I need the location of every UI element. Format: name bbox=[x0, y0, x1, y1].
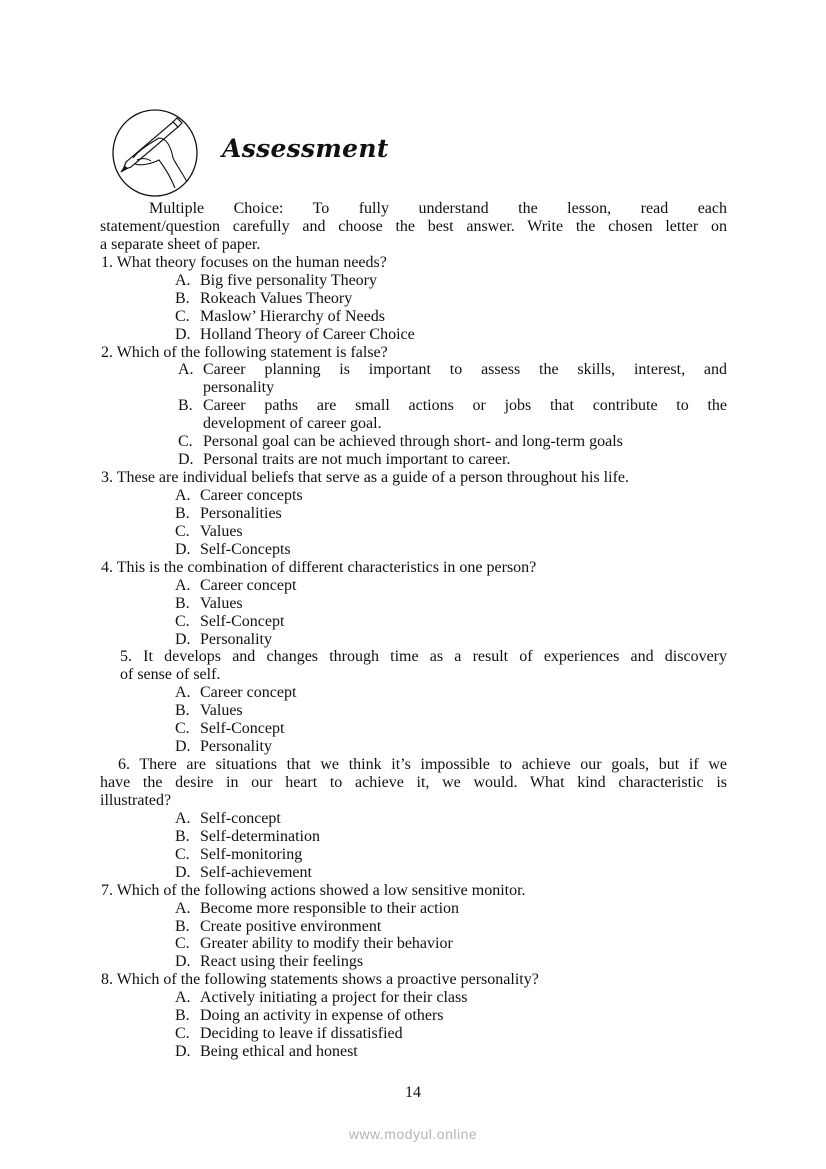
question-text: illustrated? bbox=[100, 791, 172, 809]
answer-option-c bbox=[100, 846, 727, 864]
option-letter: A. bbox=[175, 576, 191, 594]
option-text: Self-Concept bbox=[200, 720, 285, 738]
answer-option-c bbox=[100, 613, 727, 631]
answer-option-a bbox=[100, 487, 727, 505]
answer-option-a bbox=[100, 989, 727, 1007]
option-text: Career paths are small actions or jobs that contribute to the bbox=[203, 397, 727, 415]
instructions-line: a separate sheet of paper. bbox=[100, 235, 261, 253]
option-text: Self-achievement bbox=[200, 863, 312, 881]
option-letter: D. bbox=[175, 863, 191, 881]
option-text: Self-monitoring bbox=[200, 845, 303, 863]
option-letter: D. bbox=[175, 953, 191, 971]
option-letter: C. bbox=[178, 433, 193, 451]
option-letter: C. bbox=[175, 612, 190, 630]
option-text: personality bbox=[203, 379, 275, 397]
option-text: Career concepts bbox=[200, 487, 303, 504]
page-number: 14 bbox=[405, 1084, 421, 1101]
answer-option-b bbox=[100, 702, 727, 720]
option-text: Self-determination bbox=[200, 827, 320, 845]
answer-option-d bbox=[100, 738, 727, 756]
question-text: 5. It develops and changes through time as a result of experiences and discovery bbox=[120, 648, 727, 666]
option-letter: D. bbox=[175, 738, 191, 756]
option-text: Personal goal can be achieved through short- and long-term goals bbox=[203, 433, 623, 451]
option-letter: B. bbox=[175, 917, 190, 935]
option-text: Values bbox=[200, 522, 243, 540]
watermark: www.modyul.online bbox=[348, 1126, 478, 1142]
option-text: React using their feelings bbox=[200, 953, 364, 971]
answer-option-c bbox=[100, 433, 727, 451]
question-list bbox=[100, 254, 727, 1061]
option-text: Deciding to leave if dissatisfied bbox=[200, 1025, 403, 1043]
answer-option-c bbox=[100, 720, 727, 738]
answer-option-b bbox=[100, 1007, 727, 1025]
option-text: Personality bbox=[200, 630, 272, 648]
question-text: 1. What theory focuses on the human needs? bbox=[101, 253, 387, 271]
question-5 bbox=[100, 648, 727, 756]
option-letter: C. bbox=[175, 845, 190, 863]
answer-option-d bbox=[100, 864, 727, 882]
answer-option-a bbox=[100, 684, 727, 702]
option-letter: D. bbox=[175, 630, 191, 648]
option-text: Values bbox=[200, 594, 243, 612]
option-letter: A. bbox=[175, 899, 191, 917]
question-1 bbox=[100, 254, 727, 344]
answer-option-c bbox=[100, 935, 727, 953]
option-letter: A. bbox=[175, 809, 191, 827]
question-text: 6. There are situations that we think it’s impossible to achieve our goals, but if we bbox=[118, 756, 727, 774]
option-letter: D. bbox=[175, 325, 191, 343]
option-letter: B. bbox=[175, 1007, 190, 1025]
answer-option-d bbox=[100, 326, 727, 344]
answer-option-b bbox=[100, 595, 727, 613]
option-letter: B. bbox=[175, 594, 190, 612]
option-letter: D. bbox=[175, 540, 191, 558]
option-text: Maslow’ Hierarchy of Needs bbox=[200, 307, 385, 325]
option-letter: C. bbox=[175, 935, 190, 953]
answer-option-a bbox=[100, 272, 727, 290]
option-text: Greater ability to modify their behavior bbox=[200, 935, 453, 953]
answer-option-d bbox=[100, 1043, 727, 1061]
option-letter: C. bbox=[175, 307, 190, 325]
answer-option-d bbox=[100, 631, 727, 649]
option-text: Career concept bbox=[200, 684, 297, 702]
option-letter: D. bbox=[178, 451, 194, 469]
answer-option-b bbox=[100, 397, 727, 415]
option-letter: A. bbox=[178, 361, 194, 379]
option-text: Self-Concepts bbox=[200, 540, 291, 558]
option-text: Self-Concept bbox=[200, 612, 285, 630]
question-7 bbox=[100, 882, 727, 972]
assessment-content bbox=[100, 200, 727, 1061]
question-text: of sense of self. bbox=[120, 666, 221, 684]
option-text: development of career goal. bbox=[203, 415, 382, 433]
answer-option-a bbox=[100, 379, 727, 397]
answer-option-d bbox=[100, 541, 727, 559]
option-text: Personal traits are not much important to career. bbox=[203, 451, 511, 469]
question-3 bbox=[100, 469, 727, 559]
option-letter bbox=[178, 415, 203, 433]
option-text: Become more responsible to their action bbox=[200, 899, 460, 917]
question-text: 3. These are individual beliefs that serve as a guide of a person throughout his life. bbox=[101, 469, 629, 487]
option-letter: C. bbox=[175, 522, 190, 540]
question-4 bbox=[100, 559, 727, 649]
option-text: Being ethical and honest bbox=[200, 1043, 358, 1061]
answer-option-b bbox=[100, 415, 727, 433]
question-2 bbox=[100, 344, 727, 470]
instructions-line: statement/question carefully and choose the best answer. Write the chosen letter on bbox=[100, 217, 727, 235]
option-letter: C. bbox=[175, 1025, 190, 1043]
answer-option-c bbox=[100, 308, 727, 326]
answer-option-a bbox=[100, 361, 727, 379]
option-letter: B. bbox=[175, 827, 190, 845]
option-text: Personality bbox=[200, 738, 272, 756]
option-letter: B. bbox=[175, 289, 190, 307]
answer-option-b bbox=[100, 505, 727, 523]
question-8 bbox=[100, 971, 727, 1061]
answer-option-a bbox=[100, 577, 727, 595]
page-title: Assessment bbox=[222, 134, 389, 163]
answer-option-c bbox=[100, 523, 727, 541]
answer-option-d bbox=[100, 451, 727, 469]
question-6 bbox=[100, 756, 727, 882]
question-text: 7. Which of the following actions showed a low sensitive monitor. bbox=[101, 881, 526, 899]
option-text: Create positive environment bbox=[200, 917, 382, 935]
option-letter: A. bbox=[175, 684, 191, 702]
option-text: Holland Theory of Career Choice bbox=[200, 325, 415, 343]
question-text: 8. Which of the following statements shows a proactive personality? bbox=[101, 971, 539, 989]
hand-writing-pencil-icon bbox=[111, 108, 201, 198]
answer-option-b bbox=[100, 828, 727, 846]
question-text: 2. Which of the following statement is false? bbox=[101, 343, 388, 361]
option-letter: C. bbox=[175, 720, 190, 738]
option-text: Doing an activity in expense of others bbox=[200, 1007, 444, 1025]
answer-option-d bbox=[100, 953, 727, 971]
option-text: Rokeach Values Theory bbox=[200, 289, 353, 307]
question-text: have the desire in our heart to achieve it, we would. What kind characteristic is bbox=[100, 774, 727, 791]
answer-option-b bbox=[100, 918, 727, 936]
option-letter bbox=[178, 379, 203, 397]
option-text: Self-concept bbox=[200, 809, 281, 827]
option-letter: A. bbox=[175, 271, 191, 289]
option-text: Career planning is important to assess the skills, interest, and bbox=[203, 361, 727, 379]
answer-option-c bbox=[100, 1025, 727, 1043]
option-text: Values bbox=[200, 702, 243, 720]
option-letter: A. bbox=[175, 989, 191, 1007]
instructions-line: Multiple Choice: To fully understand the lesson, read each bbox=[149, 200, 727, 217]
option-letter: B. bbox=[178, 397, 193, 415]
option-letter: B. bbox=[175, 702, 190, 720]
question-text: 4. This is the combination of different characteristics in one person? bbox=[101, 558, 537, 576]
option-letter: A. bbox=[175, 487, 191, 504]
option-text: Personalities bbox=[200, 504, 282, 522]
option-text: Big five personality Theory bbox=[200, 271, 377, 289]
answer-option-a bbox=[100, 900, 727, 918]
option-letter: D. bbox=[175, 1043, 191, 1061]
answer-option-a bbox=[100, 810, 727, 828]
option-letter: B. bbox=[175, 504, 190, 522]
answer-option-b bbox=[100, 290, 727, 308]
option-text: Actively initiating a project for their class bbox=[200, 989, 468, 1007]
option-text: Career concept bbox=[200, 576, 297, 594]
